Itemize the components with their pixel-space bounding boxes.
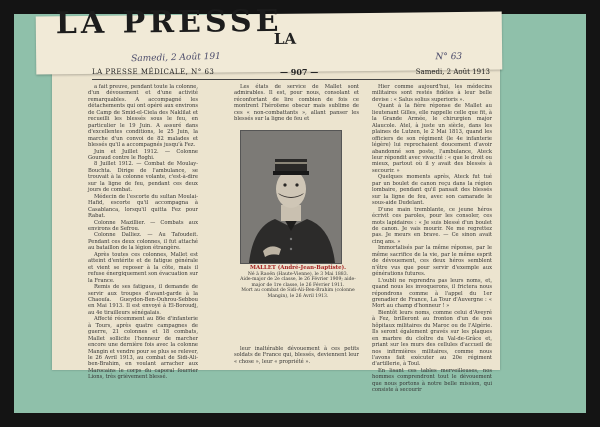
caption-line: Aide-major de 2e classe, le 26 Février 1909; aide-major de 1re classe, le 26 Février 1911. bbox=[240, 277, 356, 288]
paragraph: D'une main tremblante, ce jeune héros écrivit ces paroles, pour les consoler, ces mots lapidaires : « Je suis blessé d'un boulet de canon. Je vais mourir. Ne me regrettez pas. Je meurs en brave. — Ce sinon avait cinq ans. » bbox=[372, 206, 492, 245]
masthead-la: LA bbox=[273, 29, 297, 48]
caption-name: MALLET (André-Jean-Baptiste). bbox=[249, 265, 347, 271]
portrait-photo bbox=[240, 130, 342, 264]
paragraph: Les états de service de Mallet sont admirables. Il est, pour nous, consolant et réconfortant de lire combien de fois ce montrent l'héroïsme obscur mais sublime de ces « non-combattants », allant panser les blessés sur la ligne de feu et bbox=[234, 84, 359, 123]
column-2-top bbox=[234, 84, 359, 128]
header-page-number: — 907 — bbox=[280, 67, 319, 77]
paragraph: Hier comme aujourd'hui, les médecins militaires sont restés fidèles à leur belle devise : « Salus solius superioris ». bbox=[372, 84, 492, 103]
portrait-illustration bbox=[241, 131, 341, 263]
photo-caption bbox=[236, 266, 360, 300]
paragraph: leur inaltérable dévouement à ces petits soldats de France qui, blessés, deviennent leur « chose », leur « propriété ». bbox=[234, 346, 359, 365]
column-3 bbox=[372, 84, 492, 394]
paragraph: Remis de ses fatigues, il demande de servir aux troupes d'avant-garde à la Chaouïa. Gueydon-Ben-Ouhrou-Sebbou en Mai 1913. Il est envoyé à El-Boroudj, au 4e tirailleurs sénégalais. bbox=[88, 284, 198, 316]
column-2-bottom bbox=[234, 346, 359, 370]
running-header bbox=[92, 67, 490, 80]
header-journal: LA PRESSE MÉDICALE, N° 63 bbox=[92, 68, 215, 76]
masthead-strip bbox=[36, 3, 503, 75]
paragraph: 8 Juillet 1912. — Combat de Moulay-Bouchta. Dirige de l'ambulance, se trouvait à la colonne volante, c'est-à-dire sur la ligne de feu, pendant ces deux jours de combat. bbox=[88, 161, 198, 194]
masthead-title: LA PRESSE bbox=[55, 3, 283, 42]
paragraph: a fait preuve, pendant toute la colonne, d'un dévouement et d'une activité remarquables. A accompagné les détachements qui ont opéré aux environs de Camp de Smid-el-Ciela des Naklilat et recueilli les blessés sous le feu, en particulier le 19 Juin. A assuré dans d'excellentes conditions, le 25 Juin, la marche d'un convoi de 82 malades et blessés qu'il a accompagnés jusqu'à Fez. bbox=[88, 84, 198, 149]
caption-line: Mort au combat de Sidi-Ali-Ben-Brahim (colonne Mangin), le 26 Avril 1913. bbox=[241, 288, 355, 299]
paragraph: Colonne Dalliez. — Au Tafoudeit. Pendant ces deux colonnes, il fut attaché au bataillon de la légion étrangère. bbox=[88, 232, 198, 252]
paragraph: Médecin de l'escorte du sultan Moulai-Hafid, escorte qu'il accompagna à Casablanca, lorsqu'il quitta Fez pour Rabat. bbox=[88, 193, 198, 220]
handwritten-date: Samedi, 2 Août 191 bbox=[131, 51, 221, 65]
caption-line: Né à Raoën (Haute-Vienne), le 3 Mai 1883. bbox=[247, 271, 349, 277]
paragraph: Immortalisés par la même réponse, par le même sacrifice de la vie, par le même esprit de dévouement, ces deux héros semblent n'être vus que pour servir d'exemple aux générations futures. bbox=[372, 245, 492, 278]
paragraph: Colonne Mazillier. — Combats aux environs de Sefrou. bbox=[88, 219, 198, 232]
paragraph: Quelques moments après, Ateck fut tué par un boulet de canon reçu dans la région lombaire, pendant qu'il pansait des blessés sur la ligne de feu, avec son camarade le sous-aide Dudelant. bbox=[372, 174, 492, 207]
paragraph: Après toutes ces colonnes, Mallet est atteint d'entérite et de fatigue générale et vient se reposer à la côte, mais il refuse énergiquement son évacuation sur la France. bbox=[88, 251, 198, 284]
paragraph: Juin et Juillet 1912. — Colonne Gouraud contre le Roghi. bbox=[88, 148, 198, 161]
paragraph: Bientôt leurs noms, comme celui d'Aveyré à Fez, brilleront au fronton d'un de nos hôpitaux militaires du Maroc ou de l'Algérie. Ils seront également gravés sur les plaques en marbre du cloître du Val-de-Grâce et, priant sur les murs des cellules d'accueil de nos infirmières militaires, comme nous l'avons fait exécuter au 20e régiment d'artillerie, à Toul. bbox=[372, 309, 492, 368]
paragraph: Affecté récemment au 86e d'infanterie à Tours, après quatre campagnes de guerre, 21 colonnes et 18 combats, Mallet sollicite l'honneur de marcher encore une dernière fois avec la colonne Mangin et vendre pour se plus se relever, le 26 Avril 1913, au combat de Sidi-Ali-ben-Brahim, en voulant arracher aux Marocains le corps du caporal fourrier Lions, très grièvement blessé. bbox=[88, 316, 198, 381]
column-1 bbox=[88, 84, 198, 381]
paragraph: En lisant ces tables merveilleuses, nos hommes comprendront tout le dévouement que nous portons à notre belle mission, qui consiste à secourir bbox=[372, 367, 492, 394]
paragraph: Quant à la fière réponse de Mallet au lieutenant Gilles, elle rappelle celle que fit, à la Grande Armée, le chirurgien major Alaucole. Atel, à juste un siècle, dans les plaines de Lutzen, le 2 Mai 1813, quand les officiers de son régiment (le 4e infanterie légère) lui reprochaient doucement d'avoir abandonné son poste, l'ambulance, Ateck leur répondit avec vivacité : « que le droit ou mieux, partout où il y avait des blessés à secourir. » bbox=[372, 103, 492, 174]
header-date: Samedi, 2 Août 1913 bbox=[415, 68, 490, 76]
paragraph: L'oubli ne reprendra pas leurs noms, et, quand nous les invoquerons, il frictera nous répondrons comme à l'appel du 1er grenadier de France, La Tour d'Auvergne : « Mort au champ d'honneur ! » bbox=[372, 277, 492, 310]
handwritten-number: N° 63 bbox=[435, 51, 463, 63]
